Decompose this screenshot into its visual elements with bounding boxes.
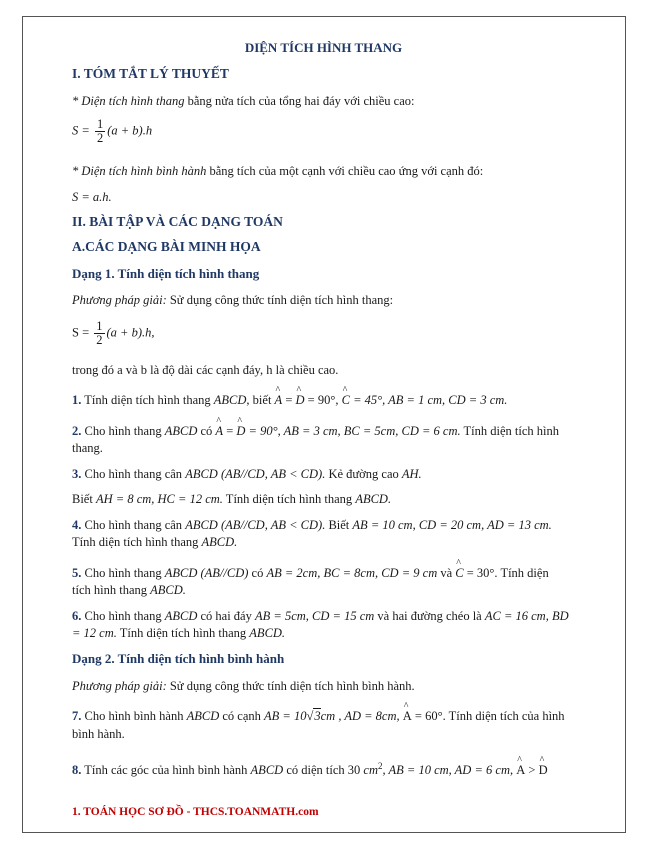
footer-source: 1. TOÁN HỌC SƠ ĐỒ - THCS.TOANMATH.com — [72, 806, 319, 818]
section-theory-heading: I. TÓM TẮT LÝ THUYẾT — [72, 66, 229, 81]
fraction-denominator-2: 2 — [96, 333, 103, 347]
formula-parallelogram: S = a.h. — [72, 190, 112, 204]
problem-2-line2: thang. — [72, 441, 103, 455]
problem-8-text-a: Tính các góc của hình bình hành — [81, 763, 251, 778]
problem-3 — [72, 466, 589, 482]
angle-d-hat: ^ D — [296, 392, 305, 408]
problem-1-number: 1. — [72, 393, 82, 407]
problem-4-line2 — [72, 534, 589, 550]
angle-a-hat-3: ^ A — [403, 708, 412, 724]
angle-d-hat-3: ^ D — [539, 762, 548, 778]
problem-7-text-a: Cho hình bình hành — [81, 709, 187, 723]
problem-6-text-b: ABCD — [164, 609, 198, 623]
problem-4-text-d: AB = 10 cm, CD = 20 cm, AD = 13 cm. — [352, 518, 552, 532]
problem-3-text-b: ABCD (AB//CD, AB < CD). — [185, 467, 326, 481]
problem-2 — [72, 423, 589, 439]
angle-c-hat-2: ^ C — [455, 565, 463, 581]
formula3-rhs: (a + b).h, — [106, 325, 155, 340]
problem-6-text-a: Cho hình thang — [81, 609, 165, 623]
problem-5-text-e: và — [437, 566, 456, 580]
formula-trapezoid-2 — [72, 320, 589, 347]
method2-label: Phương pháp giải: — [72, 679, 167, 693]
problem-3-l2-c: Tính diện tích hình thang — [222, 492, 356, 506]
problem-7-text-g: , AD = 8cm, — [335, 709, 403, 723]
angle-a-hat: ^ A — [275, 392, 283, 408]
fraction-half — [95, 118, 105, 145]
problem-8-text-d: cm — [363, 763, 378, 778]
problem-3-number: 3. — [72, 467, 82, 481]
problem-8-text-b: ABCD — [250, 763, 284, 778]
problem-2-text-a: Cho hình thang — [81, 424, 165, 438]
angle-a-hat-2: ^ A — [215, 423, 223, 439]
problem-4-text-a: Cho hình thang cân — [81, 518, 186, 532]
method1-desc: Sử dụng công thức tính diện tích hình thang: — [166, 293, 394, 307]
problem-3-text-c: Kẻ đường cao — [325, 467, 402, 481]
problem-7-number: 7. — [72, 709, 82, 723]
theory-parallelogram-term: * Diện tích hình bình hành — [72, 164, 207, 178]
problem-1-text-g: = 90°, — [304, 393, 342, 407]
problem-7-text-f: cm — [320, 709, 336, 723]
problem-3-text-a: Cho hình thang cân — [81, 467, 186, 481]
problem-1-text-c: , biết — [246, 393, 275, 407]
problem-6-number: 6. — [72, 609, 82, 623]
problem-4-l2-b: ABCD. — [201, 535, 238, 549]
problem-8-superscript: 2 — [377, 761, 383, 771]
section-exercises-heading: II. BÀI TẬP VÀ CÁC DẠNG TOÁN — [72, 214, 283, 229]
problem-5-text-c: có — [248, 566, 267, 580]
problem-8-text-f: , AB = 10 cm, AD = 6 cm, — [382, 763, 517, 778]
problem-4-number: 4. — [72, 518, 82, 532]
theory-parallelogram-text — [72, 163, 589, 179]
problem-2-text-c: có — [197, 424, 216, 438]
problem-2-text-e: = — [223, 424, 237, 438]
problem-5-text-d: AB = 2cm, BC = 8cm, CD = 9 cm — [266, 566, 438, 580]
fraction-numerator: 1 — [96, 117, 104, 131]
problem-8-text-h: > — [525, 763, 539, 778]
method1-text — [72, 292, 589, 308]
angle-c-hat: ^ C — [342, 392, 350, 408]
problem-1 — [72, 392, 589, 408]
fraction-half-2 — [94, 320, 104, 347]
problem-2-text-b: ABCD — [164, 424, 198, 438]
problem-6-l2-b: Tính diện tích hình thang — [116, 626, 250, 640]
where-text: trong đó a và b là độ dài các cạnh đáy, h là chiều cao. — [72, 363, 339, 377]
problem-3-l2-d: ABCD. — [355, 492, 392, 506]
theory-parallelogram-desc: bằng tích của một cạnh với chiều cao ứng với cạnh đó: — [206, 164, 484, 178]
problem-7-text-c: có cạnh — [219, 709, 265, 723]
method2-desc: Sử dụng công thức tính diện tích hình bình hành. — [166, 679, 415, 693]
problem-3-text-d: AH. — [401, 467, 422, 481]
problem-6-text-f: AC = 16 cm, BD — [484, 609, 569, 623]
problem-3-l2-b: AH = 8 cm, HC = 12 cm. — [95, 492, 223, 506]
page-title: DIỆN TÍCH HÌNH THANG — [244, 40, 403, 55]
sqrt-icon: √ — [306, 709, 314, 723]
problem-7-text-b: ABCD — [186, 709, 220, 723]
problem-6-l2-a: = 12 cm. — [72, 626, 117, 640]
formula-rhs: (a + b).h — [107, 123, 153, 138]
formula3-lhs: S = — [72, 325, 90, 340]
theory-trapezoid-term: * Diện tích hình thang — [72, 94, 185, 108]
problem-6 — [72, 608, 589, 624]
formula-trapezoid — [72, 118, 589, 145]
problem-5 — [72, 565, 589, 581]
problem-5-l2-b: ABCD. — [150, 583, 186, 597]
problem-1-text-e: = — [282, 393, 296, 407]
theory-trapezoid-desc: bằng nửa tích của tổng hai đáy với chiều cao: — [184, 94, 415, 108]
method1-label: Phương pháp giải: — [72, 293, 167, 307]
problem-5-l2-a: tích hình thang — [72, 583, 151, 597]
problem-4 — [72, 517, 589, 533]
problem-3-l2-a: Biết — [72, 492, 96, 506]
problem-5-number: 5. — [72, 566, 82, 580]
problem-6-text-d: AB = 5cm, CD = 15 cm — [254, 609, 375, 623]
problem-8-number: 8. — [72, 763, 82, 778]
angle-a-hat-4: ^ A — [516, 762, 525, 778]
problem-7-text-i: = 60°. Tính diện tích của hình — [411, 709, 565, 723]
problem-1-text-a: Tính diện tích hình thang — [81, 393, 214, 407]
dang2-heading: Dạng 2. Tính diện tích hình bình hành — [72, 651, 285, 666]
problem-8 — [72, 758, 589, 778]
fraction-denominator: 2 — [96, 131, 104, 145]
fraction-numerator-2: 1 — [96, 319, 103, 333]
problem-3-line2 — [72, 491, 589, 507]
sqrt-value: 3 — [314, 709, 321, 723]
problem-4-l2-a: Tính diện tích hình thang — [72, 535, 202, 549]
problem-4-text-c: Biết — [325, 518, 353, 532]
problem-4-text-b: ABCD (AB//CD, AB < CD). — [185, 518, 326, 532]
method2-text — [72, 678, 589, 694]
problem-7 — [72, 708, 589, 724]
problem-5-line2 — [72, 582, 589, 598]
problem-8-text-c: có diện tích 30 — [283, 763, 364, 778]
problem-5-text-b: ABCD (AB//CD) — [164, 566, 249, 580]
problem-2-number: 2. — [72, 424, 82, 438]
problem-7-text-d: AB = 10 — [264, 709, 307, 723]
problem-2-text-h: Tính diện tích hình — [460, 424, 560, 438]
problem-7-line2: bình hành. — [72, 727, 125, 741]
problem-6-l2-c: ABCD. — [249, 626, 286, 640]
problem-6-line2 — [72, 625, 589, 641]
problem-6-text-e: và hai đường chéo là — [374, 609, 485, 623]
problem-5-text-g: = 30°. Tính diện — [463, 566, 549, 580]
problem-2-text-g: = 90°, AB = 3 cm, BC = 5cm, CD = 6 cm. — [245, 424, 461, 438]
problem-1-text-b: ABCD — [213, 393, 247, 407]
section-a-heading: A.CÁC DẠNG BÀI MINH HỌA — [72, 239, 261, 254]
problem-5-text-a: Cho hình thang — [81, 566, 165, 580]
problem-1-text-i: = 45°, AB = 1 cm, CD = 3 cm. — [349, 393, 508, 407]
theory-trapezoid-text — [72, 93, 589, 109]
dang1-heading: Dạng 1. Tính diện tích hình thang — [72, 266, 260, 281]
formula-lhs: S = — [72, 123, 90, 138]
problem-6-text-c: có hai đáy — [197, 609, 255, 623]
angle-d-hat-2: ^ D — [236, 423, 245, 439]
